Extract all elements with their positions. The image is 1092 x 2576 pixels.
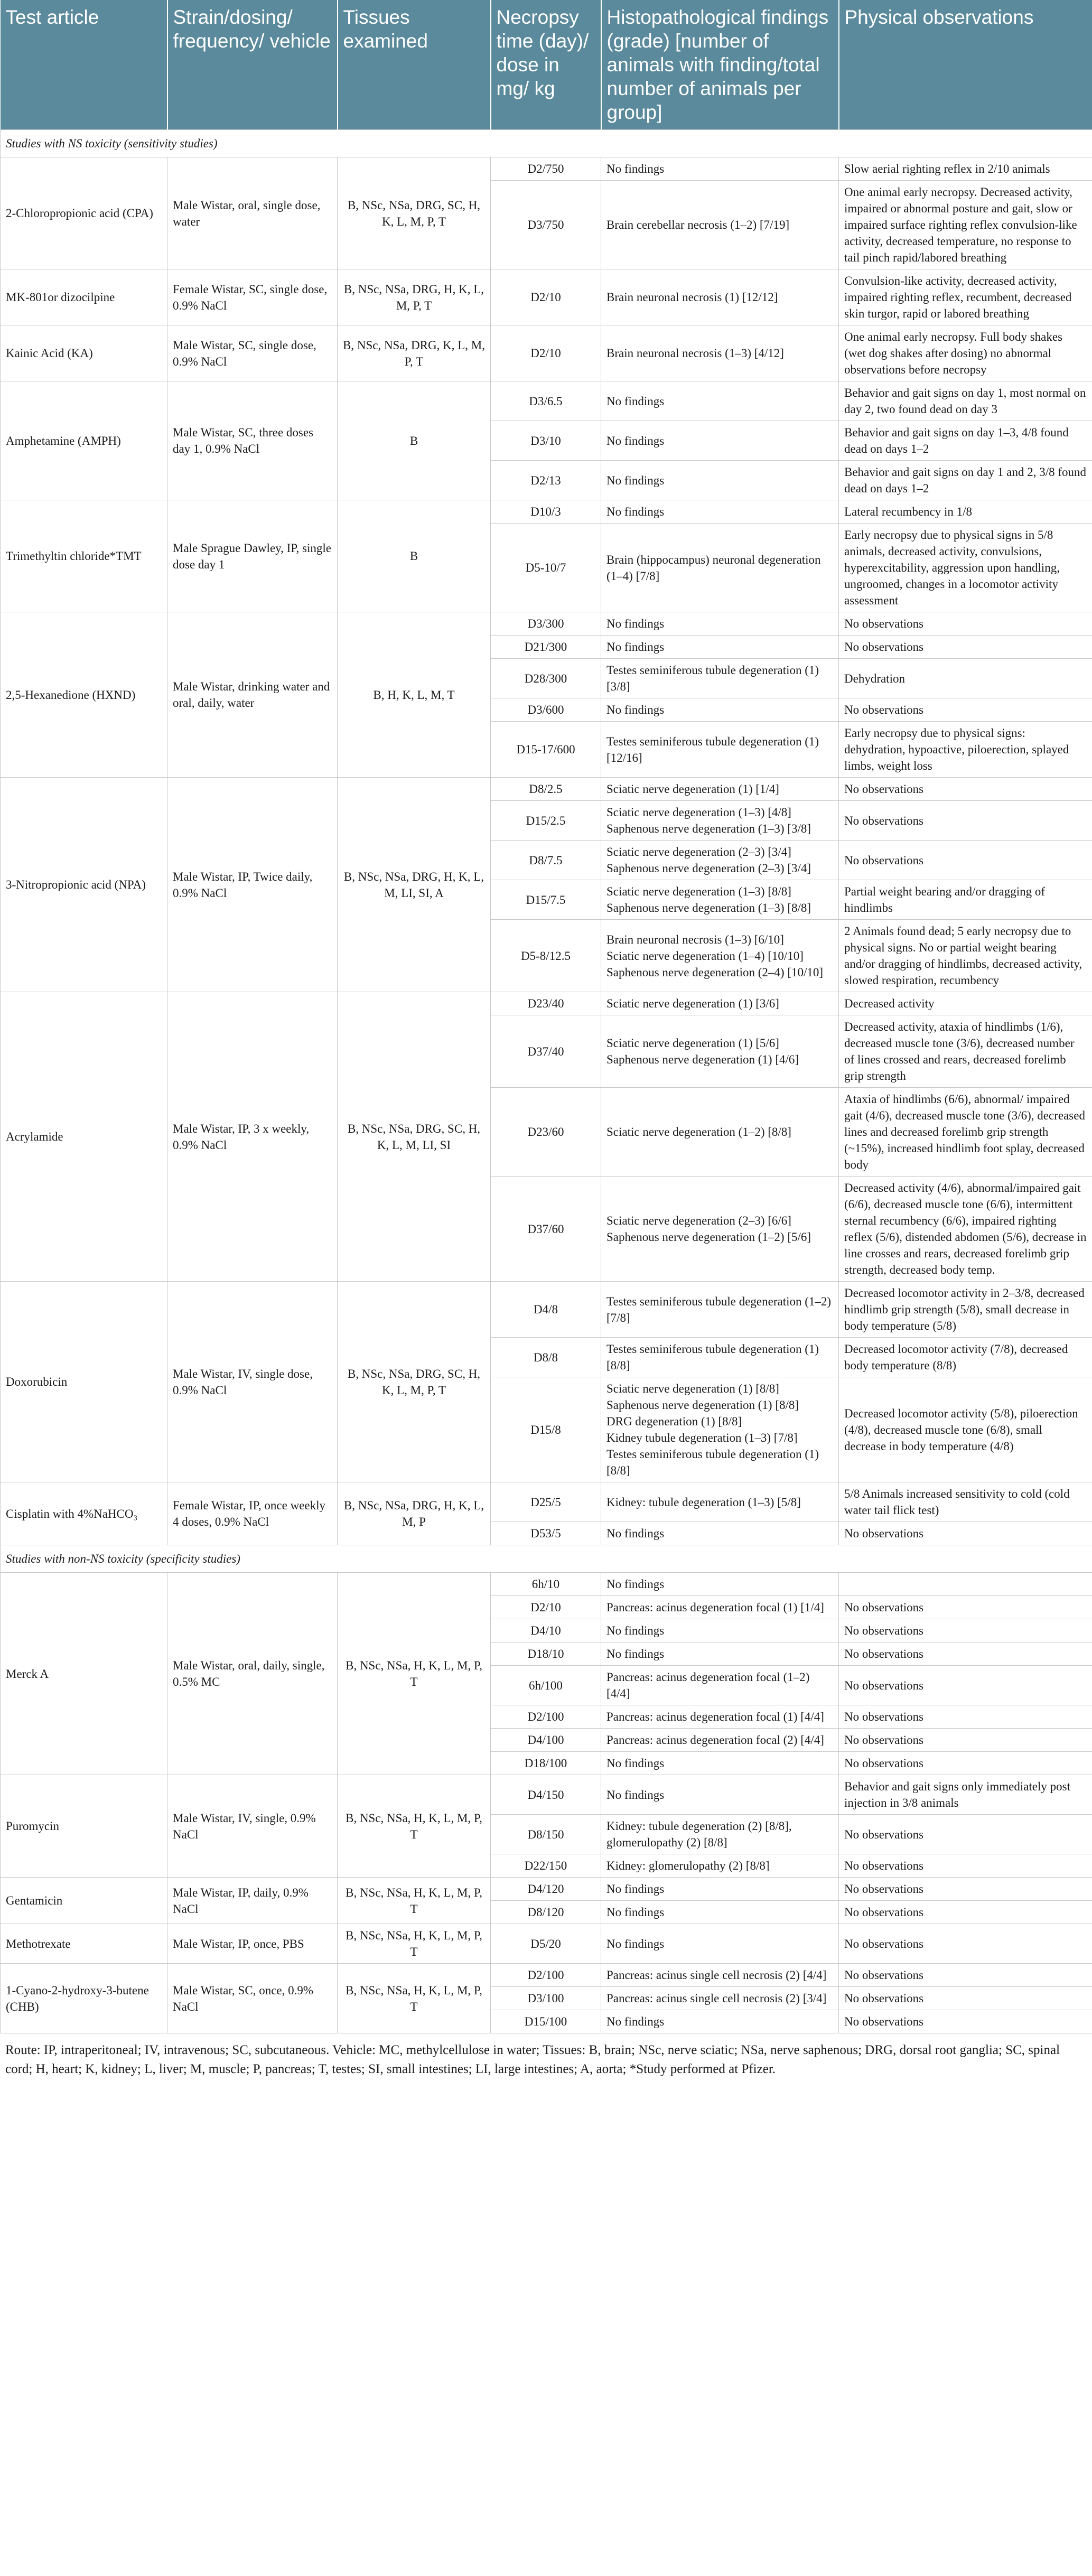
observation-cell: No observations (839, 1752, 1092, 1775)
section-title: Studies with NS toxicity (sensitivity studies) (1, 130, 1092, 157)
necropsy-time-cell: D37/60 (491, 1177, 601, 1282)
table-row (1, 500, 1092, 524)
necropsy-time-cell: 6h/10 (491, 1573, 601, 1596)
test-article-cell: Amphetamine (AMPH) (1, 381, 167, 500)
table-row (1, 1924, 1092, 1964)
tissues-cell: B, NSc, NSa, DRG, SC, H, K, L, M, LI, SI (338, 992, 491, 1282)
finding-cell: Testes seminiferous tubule degeneration (1) [8/8] (601, 1338, 839, 1377)
strain-cell: Male Wistar, oral, single dose, water (167, 157, 338, 269)
observation-cell: No observations (839, 1815, 1092, 1854)
table-row (1, 157, 1092, 181)
tissues-cell: B, NSc, NSa, DRG, SC, H, K, L, M, P, T (338, 1282, 491, 1482)
finding-cell: Sciatic nerve degeneration (1) [1/4] (601, 778, 839, 801)
observation-cell: No observations (839, 1987, 1092, 2010)
finding-cell: Sciatic nerve degeneration (1–3) [8/8] Saphenous nerve degeneration (1–3) [8/8] (601, 880, 839, 920)
tissues-cell: B, NSc, NSa, DRG, H, K, L, M, P, T (338, 269, 491, 325)
test-article-cell: Puromycin (1, 1775, 167, 1878)
section-row (1, 130, 1092, 157)
observation-cell: Slow aerial righting reflex in 2/10 animals (839, 157, 1092, 181)
table-row (1, 1573, 1092, 1596)
finding-cell: No findings (601, 636, 839, 659)
table-row (1, 381, 1092, 421)
necropsy-time-cell: D2/10 (491, 269, 601, 325)
observation-cell (839, 1573, 1092, 1596)
table-header (1, 0, 1092, 130)
observation-cell: No observations (839, 1878, 1092, 1901)
necropsy-time-cell: D2/10 (491, 1596, 601, 1619)
tissues-cell: B, NSc, NSa, H, K, L, M, P, T (338, 1573, 491, 1775)
observation-cell: Behavior and gait signs on day 1 and 2, 3/8 found dead on days 1–2 (839, 461, 1092, 500)
header-strain: Strain/dosing/ frequency/ vehicle (167, 0, 338, 130)
necropsy-time-cell: D3/300 (491, 612, 601, 636)
strain-cell: Male Wistar, SC, once, 0.9% NaCl (167, 1964, 338, 2033)
tissues-cell: B, NSc, NSa, H, K, L, M, P, T (338, 1924, 491, 1964)
necropsy-time-cell: D8/2.5 (491, 778, 601, 801)
finding-cell: Testes seminiferous tubule degeneration (1) [3/8] (601, 659, 839, 698)
finding-cell: No findings (601, 461, 839, 500)
strain-cell: Female Wistar, IP, once weekly 4 doses, 0.9% NaCl (167, 1482, 338, 1545)
observation-cell: No observations (839, 1642, 1092, 1666)
observation-cell: Lateral recumbency in 1/8 (839, 500, 1092, 524)
tissues-cell: B (338, 500, 491, 612)
finding-cell: Brain neuronal necrosis (1–3) [6/10] Sciatic nerve degeneration (1–4) [10/10] Saphenous nerve degeneration (2–4) [10/10] (601, 920, 839, 992)
observation-cell: No observations (839, 801, 1092, 841)
observation-cell: Early necropsy due to physical signs: dehydration, hypoactive, piloerection, splayed limbs, weight loss (839, 722, 1092, 778)
observation-cell: No observations (839, 1596, 1092, 1619)
observation-cell: No observations (839, 841, 1092, 880)
test-article-cell: 1-Cyano-2-hydroxy-3-butene (CHB) (1, 1964, 167, 2033)
strain-cell: Male Wistar, IP, Twice daily, 0.9% NaCl (167, 778, 338, 992)
strain-cell: Male Wistar, IP, 3 x weekly, 0.9% NaCl (167, 992, 338, 1282)
necropsy-time-cell: D4/100 (491, 1729, 601, 1752)
observation-cell: Behavior and gait signs on day 1, most normal on day 2, two found dead on day 3 (839, 381, 1092, 421)
necropsy-time-cell: D15-17/600 (491, 722, 601, 778)
tissues-cell: B, NSc, NSa, H, K, L, M, P, T (338, 1878, 491, 1924)
observation-cell: Decreased activity (839, 992, 1092, 1015)
observation-cell: Early necropsy due to physical signs in 5/8 animals, decreased activity, convulsions, hyperexcitability, aggression upon handling, ungroomed, changes in a locomotor activity assessment (839, 524, 1092, 612)
finding-cell: Sciatic nerve degeneration (1–3) [4/8] Saphenous nerve degeneration (1–3) [3/8] (601, 801, 839, 841)
test-article-cell: Gentamicin (1, 1878, 167, 1924)
observation-cell: No observations (839, 1854, 1092, 1878)
test-article-cell: 3-Nitropropionic acid (NPA) (1, 778, 167, 992)
finding-cell: No findings (601, 1619, 839, 1642)
observation-cell: No observations (839, 612, 1092, 636)
necropsy-time-cell: D23/40 (491, 992, 601, 1015)
necropsy-time-cell: D21/300 (491, 636, 601, 659)
tissues-cell: B, NSc, NSa, DRG, H, K, L, M, P (338, 1482, 491, 1545)
necropsy-time-cell: D25/5 (491, 1482, 601, 1522)
observation-cell: One animal early necropsy. Full body shakes (wet dog shakes after dosing) no abnormal observations before necropsy (839, 325, 1092, 381)
header-tissues: Tissues examined (338, 0, 491, 130)
finding-cell: No findings (601, 1878, 839, 1901)
necropsy-time-cell: D3/100 (491, 1987, 601, 2010)
observation-cell: No observations (839, 778, 1092, 801)
tissues-cell: B, NSc, NSa, H, K, L, M, P, T (338, 1964, 491, 2033)
header-necropsy-time: Necropsy time (day)/ dose in mg/ kg (491, 0, 601, 130)
test-article-cell: Doxorubicin (1, 1282, 167, 1482)
necropsy-time-cell: D2/100 (491, 1705, 601, 1729)
table-row (1, 1282, 1092, 1338)
finding-cell: Pancreas: acinus single cell necrosis (2) [3/4] (601, 1987, 839, 2010)
necropsy-time-cell: D8/8 (491, 1338, 601, 1377)
header-histopathological-findings: Histopathological findings (grade) [number of animals with finding/total number of animals per group] (601, 0, 839, 130)
test-article-cell: Acrylamide (1, 992, 167, 1282)
observation-cell: One animal early necropsy. Decreased activity, impaired or abnormal posture and gait, slow or impaired surface righting reflex convulsion-like activity, decreased temperature, no response to tail pinch rapid/labored breathing (839, 181, 1092, 269)
table-row (1, 1878, 1092, 1901)
finding-cell: No findings (601, 1775, 839, 1815)
finding-cell: Testes seminiferous tubule degeneration (1) [12/16] (601, 722, 839, 778)
test-article-cell: MK-801or dizocilpine (1, 269, 167, 325)
finding-cell: No findings (601, 1924, 839, 1964)
necropsy-time-cell: D2/13 (491, 461, 601, 500)
necropsy-time-cell: 6h/100 (491, 1666, 601, 1705)
observation-cell: No observations (839, 1666, 1092, 1705)
finding-cell: Pancreas: acinus degeneration focal (1–2) [4/4] (601, 1666, 839, 1705)
observation-cell: No observations (839, 1924, 1092, 1964)
observation-cell: Decreased activity, ataxia of hindlimbs (1/6), decreased muscle tone (3/6), decreased number of lines crossed and rears, decreased forelimb grip strength (839, 1015, 1092, 1088)
necropsy-time-cell: D3/750 (491, 181, 601, 269)
finding-cell: No findings (601, 1522, 839, 1545)
finding-cell: Pancreas: acinus degeneration focal (2) [4/4] (601, 1729, 839, 1752)
tissues-cell: B, NSc, NSa, DRG, K, L, M, P, T (338, 325, 491, 381)
finding-cell: Sciatic nerve degeneration (1–2) [8/8] (601, 1088, 839, 1177)
finding-cell: No findings (601, 157, 839, 181)
observation-cell: No observations (839, 2010, 1092, 2033)
finding-cell: Brain neuronal necrosis (1) [12/12] (601, 269, 839, 325)
necropsy-time-cell: D4/150 (491, 1775, 601, 1815)
observation-cell: No observations (839, 1729, 1092, 1752)
necropsy-time-cell: D8/7.5 (491, 841, 601, 880)
necropsy-time-cell: D2/750 (491, 157, 601, 181)
finding-cell: No findings (601, 1573, 839, 1596)
tissues-cell: B, NSc, NSa, DRG, H, K, L, M, LI, SI, A (338, 778, 491, 992)
observation-cell: No observations (839, 1522, 1092, 1545)
observation-cell: No observations (839, 698, 1092, 722)
necropsy-time-cell: D4/8 (491, 1282, 601, 1338)
necropsy-time-cell: D28/300 (491, 659, 601, 698)
strain-cell: Male Wistar, drinking water and oral, daily, water (167, 612, 338, 778)
necropsy-time-cell: D5-10/7 (491, 524, 601, 612)
test-article-cell: Trimethyltin chloride*TMT (1, 500, 167, 612)
finding-cell: No findings (601, 421, 839, 461)
observation-cell: 5/8 Animals increased sensitivity to cold (cold water tail flick test) (839, 1482, 1092, 1522)
finding-cell: Sciatic nerve degeneration (1) [3/6] (601, 992, 839, 1015)
necropsy-time-cell: D2/10 (491, 325, 601, 381)
tissues-cell: B, NSc, NSa, H, K, L, M, P, T (338, 1775, 491, 1878)
necropsy-time-cell: D15/8 (491, 1377, 601, 1482)
finding-cell: Sciatic nerve degeneration (1) [5/6] Saphenous nerve degeneration (1) [4/6] (601, 1015, 839, 1088)
finding-cell: Sciatic nerve degeneration (2–3) [6/6] Saphenous nerve degeneration (1–2) [5/6] (601, 1177, 839, 1282)
finding-cell: No findings (601, 1642, 839, 1666)
test-article-cell: Kainic Acid (KA) (1, 325, 167, 381)
finding-cell: No findings (601, 2010, 839, 2033)
header-physical-observations: Physical observations (839, 0, 1092, 130)
observation-cell: Behavior and gait signs on day 1–3, 4/8 found dead on days 1–2 (839, 421, 1092, 461)
strain-cell: Male Wistar, IP, daily, 0.9% NaCl (167, 1878, 338, 1924)
observation-cell: Dehydration (839, 659, 1092, 698)
finding-cell: Pancreas: acinus degeneration focal (1) [1/4] (601, 1596, 839, 1619)
necropsy-time-cell: D18/100 (491, 1752, 601, 1775)
strain-cell: Male Wistar, SC, single dose, 0.9% NaCl (167, 325, 338, 381)
finding-cell: Brain neuronal necrosis (1–3) [4/12] (601, 325, 839, 381)
table-body (1, 130, 1092, 2033)
finding-cell: Kidney: tubule degeneration (1–3) [5/8] (601, 1482, 839, 1522)
strain-cell: Male Wistar, IV, single, 0.9% NaCl (167, 1775, 338, 1878)
observation-cell: Decreased activity (4/6), abnormal/impaired gait (6/6), decreased muscle tone (6/6), intermittent sternal recumbency (6/6), impaired righting reflex (5/6), distended abdomen (5/6), decrease in line crosses and rears, decreased forelimb grip strength, decreased body temp. (839, 1177, 1092, 1282)
observation-cell: Decreased locomotor activity in 2–3/8, decreased hindlimb grip strength (5/8), small decrease in body temperature (5/8) (839, 1282, 1092, 1338)
table-row (1, 992, 1092, 1015)
finding-cell: Brain cerebellar necrosis (1–2) [7/19] (601, 181, 839, 269)
test-article-cell: Merck A (1, 1573, 167, 1775)
test-article-cell: Cisplatin with 4%NaHCO₃ (1, 1482, 167, 1545)
table-row (1, 325, 1092, 381)
observation-cell: Convulsion-like activity, decreased activity, impaired righting reflex, recumbent, decreased skin turgor, rapid or labored breathing (839, 269, 1092, 325)
observation-cell: Ataxia of hindlimbs (6/6), abnormal/ impaired gait (4/6), decreased muscle tone (3/6), decreased lines and decreased forelimb grip strength (~15%), increased hindlimb foot splay, decreased body (839, 1088, 1092, 1177)
table-row (1, 269, 1092, 325)
strain-cell: Male Wistar, IV, single dose, 0.9% NaCl (167, 1282, 338, 1482)
table-row (1, 778, 1092, 801)
table-row (1, 612, 1092, 636)
finding-cell: Sciatic nerve degeneration (1) [8/8] Saphenous nerve degeneration (1) [8/8] DRG degeneration (1) [8/8] Kidney tubule degeneration (1–3) [7/8] Testes seminiferous tubule degeneration (1) [8/8] (601, 1377, 839, 1482)
necropsy-time-cell: D37/40 (491, 1015, 601, 1088)
finding-cell: No findings (601, 500, 839, 524)
necropsy-time-cell: D15/7.5 (491, 880, 601, 920)
test-article-cell: Methotrexate (1, 1924, 167, 1964)
necropsy-time-cell: D53/5 (491, 1522, 601, 1545)
strain-cell: Female Wistar, SC, single dose, 0.9% NaCl (167, 269, 338, 325)
necropsy-time-cell: D22/150 (491, 1854, 601, 1878)
necropsy-time-cell: D3/10 (491, 421, 601, 461)
finding-cell: No findings (601, 1752, 839, 1775)
necropsy-time-cell: D4/120 (491, 1878, 601, 1901)
header-test-article: Test article (1, 0, 167, 130)
finding-cell: Testes seminiferous tubule degeneration (1–2) [7/8] (601, 1282, 839, 1338)
necropsy-time-cell: D2/100 (491, 1964, 601, 1987)
table-row (1, 1482, 1092, 1522)
observation-cell: No observations (839, 1619, 1092, 1642)
finding-cell: Kidney: tubule degeneration (2) [8/8], glomerulopathy (2) [8/8] (601, 1815, 839, 1854)
necropsy-time-cell: D15/2.5 (491, 801, 601, 841)
finding-cell: No findings (601, 381, 839, 421)
section-row (1, 1545, 1092, 1573)
observation-cell: 2 Animals found dead; 5 early necropsy due to physical signs. No or partial weight bearing and/or dragging of hindlimbs, decreased activity, slowed respiration, recumbency (839, 920, 1092, 992)
necropsy-time-cell: D8/150 (491, 1815, 601, 1854)
tissues-cell: B (338, 381, 491, 500)
test-article-cell: 2,5-Hexanedione (HXND) (1, 612, 167, 778)
observation-cell: Partial weight bearing and/or dragging of hindlimbs (839, 880, 1092, 920)
finding-cell: Pancreas: acinus degeneration focal (1) [4/4] (601, 1705, 839, 1729)
finding-cell: No findings (601, 612, 839, 636)
necropsy-time-cell: D5/20 (491, 1924, 601, 1964)
finding-cell: No findings (601, 1901, 839, 1924)
observation-cell: No observations (839, 1705, 1092, 1729)
finding-cell: Pancreas: acinus single cell necrosis (2) [4/4] (601, 1964, 839, 1987)
necropsy-time-cell: D5-8/12.5 (491, 920, 601, 992)
finding-cell: No findings (601, 698, 839, 722)
strain-cell: Male Sprague Dawley, IP, single dose day 1 (167, 500, 338, 612)
section-title: Studies with non-NS toxicity (specificity studies) (1, 1545, 1092, 1573)
table-row (1, 1964, 1092, 1987)
tissues-cell: B, H, K, L, M, T (338, 612, 491, 778)
strain-cell: Male Wistar, SC, three doses day 1, 0.9% NaCl (167, 381, 338, 500)
necropsy-time-cell: D10/3 (491, 500, 601, 524)
observation-cell: No observations (839, 1964, 1092, 1987)
table-footnote: Route: IP, intraperitoneal; IV, intravenous; SC, subcutaneous. Vehicle: MC, methylcellulose in water; Tissues: B, brain; NSc, nerve sciatic; NSa, nerve saphenous; DRG, dorsal root ganglia; SC, spinal cord; H, heart; K, kidney; L, liver; M, muscle; P, pancreas; T, testes; SI, small intestines; LI, large intestines; A, aorta; *Study performed at Pfizer. (5, 2043, 1060, 2076)
observation-cell: No observations (839, 636, 1092, 659)
test-article-cell: 2-Chloropropionic acid (CPA) (1, 157, 167, 269)
strain-cell: Male Wistar, oral, daily, single, 0.5% MC (167, 1573, 338, 1775)
finding-cell: Brain (hippocampus) neuronal degeneration (1–4) [7/8] (601, 524, 839, 612)
strain-cell: Male Wistar, IP, once, PBS (167, 1924, 338, 1964)
necropsy-time-cell: D18/10 (491, 1642, 601, 1666)
necropsy-time-cell: D8/120 (491, 1901, 601, 1924)
necropsy-time-cell: D3/600 (491, 698, 601, 722)
observation-cell: Decreased locomotor activity (7/8), decreased body temperature (8/8) (839, 1338, 1092, 1377)
necropsy-time-cell: D23/60 (491, 1088, 601, 1177)
necropsy-time-cell: D15/100 (491, 2010, 601, 2033)
necropsy-time-cell: D4/10 (491, 1619, 601, 1642)
table-row (1, 1775, 1092, 1815)
observation-cell: No observations (839, 1901, 1092, 1924)
observation-cell: Decreased locomotor activity (5/8), piloerection (4/8), decreased muscle tone (6/8), small decrease in body temperature (4/8) (839, 1377, 1092, 1482)
finding-cell: Sciatic nerve degeneration (2–3) [3/4] Saphenous nerve degeneration (2–3) [3/4] (601, 841, 839, 880)
tissues-cell: B, NSc, NSa, DRG, SC, H, K, L, M, P, T (338, 157, 491, 269)
finding-cell: Kidney: glomerulopathy (2) [8/8] (601, 1854, 839, 1878)
observation-cell: Behavior and gait signs only immediately post injection in 3/8 animals (839, 1775, 1092, 1815)
necropsy-time-cell: D3/6.5 (491, 381, 601, 421)
